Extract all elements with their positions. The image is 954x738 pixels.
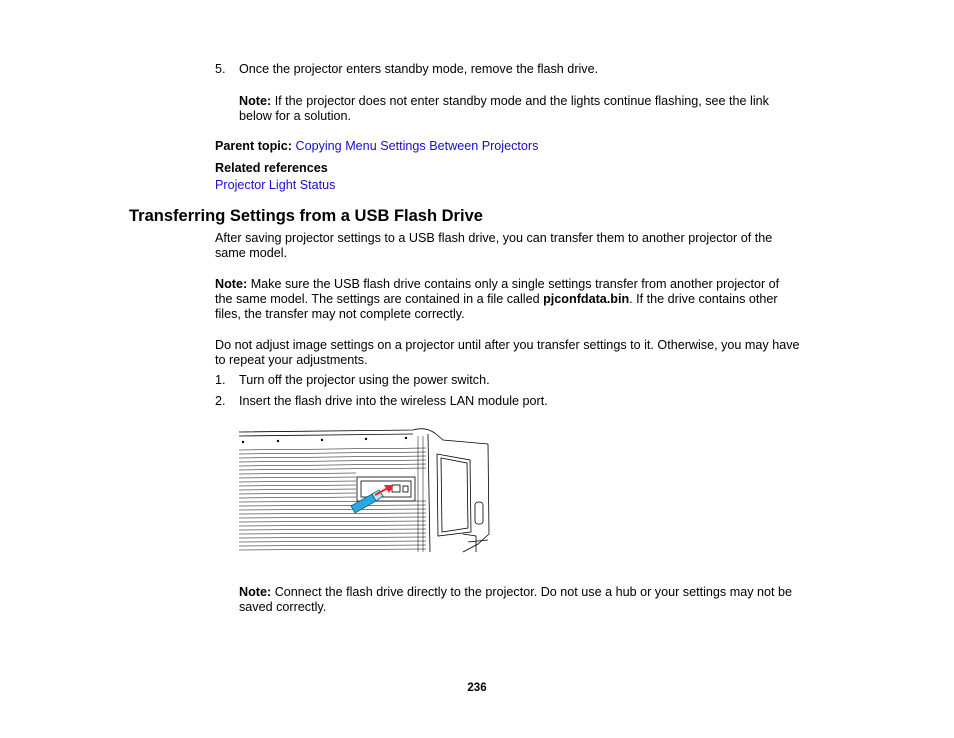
step-5 bbox=[215, 62, 226, 77]
parent-topic-link[interactable]: Copying Menu Settings Between Projectors bbox=[295, 139, 539, 153]
filename: pjconfdata.bin bbox=[543, 292, 630, 306]
adjustment-caution bbox=[215, 338, 835, 368]
projector-illustration bbox=[238, 424, 492, 554]
projector-usb-illustration bbox=[238, 424, 492, 554]
caution-line: to repeat your adjustments. bbox=[215, 353, 368, 367]
note-direct-connect bbox=[239, 585, 829, 615]
caution-line: Do not adjust image settings on a projector until after you transfer settings to it. Otherwise, you may have bbox=[215, 338, 800, 352]
parent-topic bbox=[215, 139, 538, 154]
parent-topic-label: Parent topic: bbox=[215, 139, 292, 153]
section-title: Transferring Settings from a USB Flash Drive bbox=[129, 207, 483, 225]
insert-arrow-icon bbox=[375, 485, 394, 495]
note-text: below for a solution. bbox=[239, 109, 352, 123]
note-text: Make sure the USB flash drive contains only a single settings transfer from another projector of bbox=[250, 277, 780, 291]
note-label: Note: bbox=[239, 585, 272, 599]
intro-line: After saving projector settings to a USB flash drive, you can transfer them to another projector of the bbox=[215, 231, 773, 245]
note-text: If the projector does not enter standby mode and the lights continue flashing, see the link bbox=[274, 94, 769, 108]
related-reference-link[interactable]: Projector Light Status bbox=[215, 178, 336, 192]
step-1-text: Turn off the projector using the power switch. bbox=[239, 373, 490, 387]
note-text: . If the drive contains other bbox=[629, 292, 778, 306]
note-text: files, the transfer may not complete correctly. bbox=[215, 307, 465, 321]
step-5-text: Once the projector enters standby mode, remove the flash drive. bbox=[239, 62, 599, 76]
step-2-number: 2. bbox=[215, 394, 226, 408]
note-single-settings bbox=[215, 277, 835, 322]
note-standby bbox=[239, 94, 819, 124]
related-references-heading: Related references bbox=[215, 161, 328, 175]
note-label: Note: bbox=[215, 277, 248, 291]
page-number: 236 bbox=[467, 682, 487, 694]
step-2-text: Insert the flash drive into the wireless LAN module port. bbox=[239, 394, 548, 408]
note-label: Note: bbox=[239, 94, 272, 108]
step-1-number: 1. bbox=[215, 373, 226, 387]
note-text: the same model. The settings are contained in a file called bbox=[215, 292, 544, 306]
step-number: 5. bbox=[215, 62, 226, 76]
note-text: saved correctly. bbox=[239, 600, 327, 614]
section-intro bbox=[215, 231, 835, 261]
intro-line: same model. bbox=[215, 246, 288, 260]
note-text: Connect the flash drive directly to the projector. Do not use a hub or your settings may not be bbox=[274, 585, 793, 599]
